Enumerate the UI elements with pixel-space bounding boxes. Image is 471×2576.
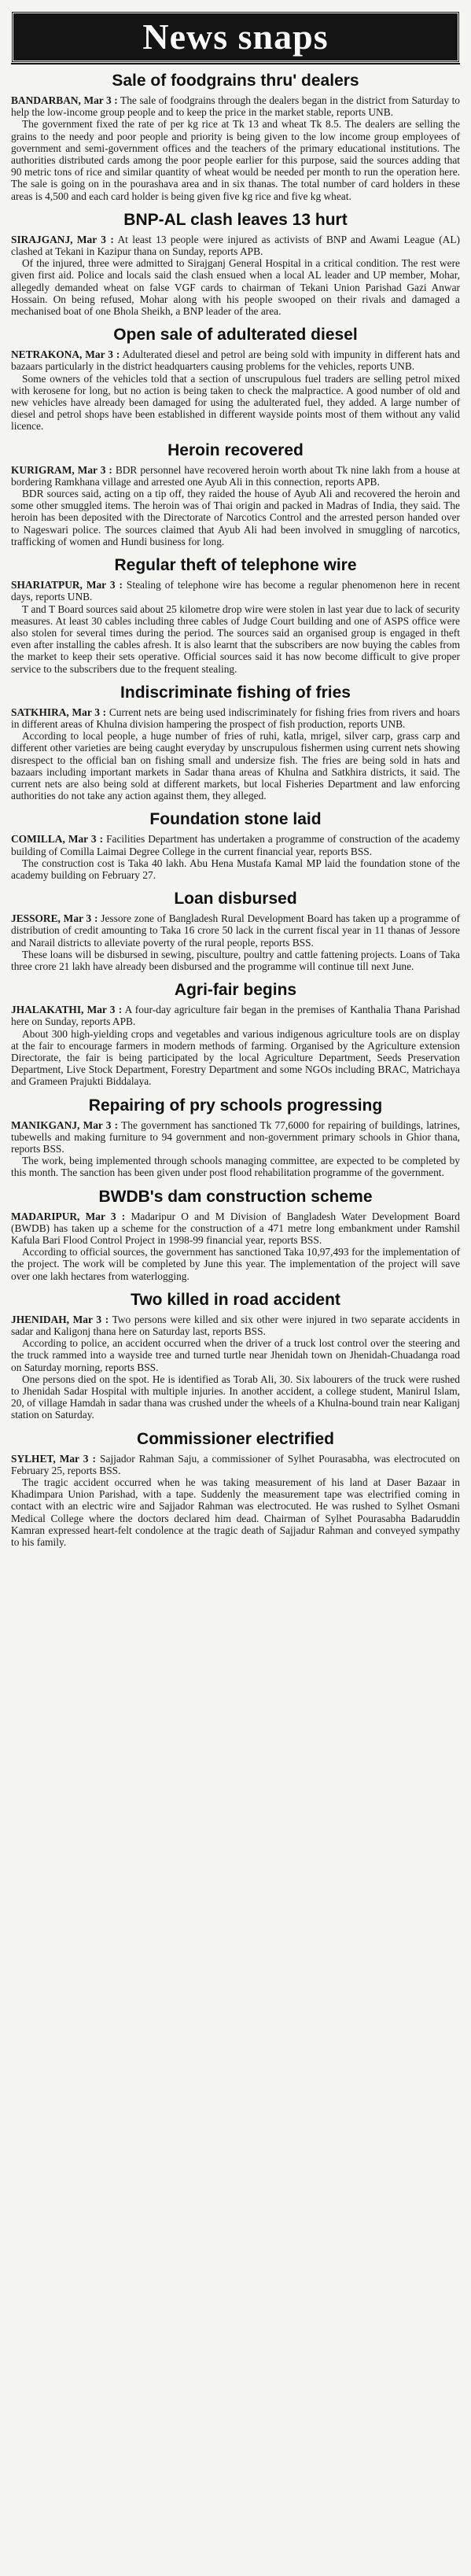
story-headline: BNP-AL clash leaves 13 hurt xyxy=(123,210,348,229)
story-paragraph xyxy=(11,257,460,317)
story-headline: Two killed in road accident xyxy=(131,1290,340,1309)
story-paragraph-text: The government fixed the rate of per kg rice at Tk 13 and wheat Tk 8.5. The dealers are selling the grains to the needy and poor people and priority is being given to the low income group employees of government and semi-government offices and the teachers of the primary educational institutions. The authorities distributed cards among the poor people earlier for this purpose, said the sources adding that 90 metric tons of rice and similar quantity of wheat would be needed per month to run the operation here. The sale is going on in the pourashava area and in six thanas. The total number of card holders in these areas is 4,500 and each card holder is being given five kg rice and five kg wheat. xyxy=(11,118,460,202)
story-headline: Sale of foodgrains thru' dealers xyxy=(112,72,359,90)
story-paragraph xyxy=(11,579,460,603)
story-paragraph-text: Of the injured, three were admitted to Sirajganj General Hospital in a critical condition. The rest were given first aid. Police and locals said the clash ensued when a local AL leader and UP member, Mohar, allegedly demanded wheat on false VGF cards to chairman of Tekani Union Parishad Gazi Anwar Hossain. On being refused, Mohar along with his people swooped on their rivals and damaged a mechanised boat of one Bhola Sheikh, a BNP leader of the area. xyxy=(11,257,460,318)
story-paragraph xyxy=(11,348,460,372)
story-paragraph xyxy=(11,488,460,547)
story-dateline: BANDARBAN, Mar 3 : xyxy=(11,94,118,106)
story-paragraph xyxy=(11,1453,460,1476)
story-paragraph-text: Jessore zone of Bangladesh Rural Development Board has taken up a programme of distribution of credit amounting to Taka 16 crore 50 lack in the current fiscal year in 11 thanas of Jessore and Narail districts to alleviate poverty of the rural people, reports BSS. xyxy=(11,912,460,949)
story-paragraph xyxy=(11,373,460,433)
masthead-banner: News snaps xyxy=(11,11,460,63)
news-story xyxy=(11,71,460,202)
story-paragraph xyxy=(11,1004,460,1027)
story-paragraph-text: T and T Board sources said about 25 kilometre drop wire were stolen in last year due to lack of security measures. At least 30 cables including three cables of Judge Court building and one of ASPS office were also stolen for several times during the period. The sources said an organised group is engaged in theft even after installing the cables afresh. It is also learnt that the subscribers are now buying the cables from the market to keep their sets operative. Official sources said it has now become difficult to give proper service to the subscribers due to the frequent stealing. xyxy=(11,603,460,675)
news-story xyxy=(11,809,460,881)
story-paragraph xyxy=(11,1314,460,1337)
story-paragraph-text: Some owners of the vehicles told that a section of unscrupulous fuel traders are selling petrol mixed with kerosene for long, but no action is being taken to check the malpractice. A good number of old and new vehicles have already been damaged for using the adulterated fuel, they added. A large number of diesel and petrol shops have been established in different wayside points most of them without any valid licence. xyxy=(11,372,460,433)
story-paragraph xyxy=(11,118,460,201)
news-story xyxy=(11,1187,460,1282)
story-dateline: SATKHIRA, Mar 3 : xyxy=(11,706,107,718)
story-headline: BWDB's dam construction scheme xyxy=(98,1187,373,1206)
news-story xyxy=(11,1290,460,1421)
story-paragraph xyxy=(11,464,460,488)
story-paragraph xyxy=(11,1337,460,1373)
story-paragraph-text: BDR sources said, acting on a tip off, they raided the house of Ayub Ali and recovered the heroin and some other smuggled items. The heroin was of Thai origin and packed in Madras of India, they said. The heroin has been deposited with the Directorate of Narcotics Control and the arrested person handed over to Nageswari police. The sources claimed that Ayub Ali had been involved in smuggling of narcotics, trafficking of women and Hundi business for long. xyxy=(11,488,460,547)
story-paragraph-text: The work, being implemented through schools managing committee, are expected to be completed by this month. The sanction has been given under post flood rehabilitation programme of the government. xyxy=(11,1155,460,1179)
story-paragraph-text: The sale of foodgrains through the dealers began in the district from Saturday to help the low-income group people and to keep the price in the market stable, reports UNB. xyxy=(11,94,460,119)
story-paragraph-text: The construction cost is Taka 40 lakh. Abu Hena Mustafa Kamal MP laid the foundation stone of the academy building on February 27. xyxy=(11,857,460,881)
story-dateline: SHARIATPUR, Mar 3 : xyxy=(11,579,123,591)
story-paragraph-text: According to local people, a huge number of fries of ruhi, katla, mrigel, silver carp, grass carp and different other varieties are being caught everyday by unscrupulous fishermen using current nets showing disrespect to the official ban on fishing small and undersize fish. The fries are being sold in hats and bazaars including important markets in Sadar thana areas of Khulna and Satkhira districts, it said. The current nets are also being sold at different markets, but local Fisheries Department and law enforcing authorities do not take any action against them, they alleged. xyxy=(11,730,460,802)
story-paragraph-text: About 300 high-yielding crops and vegetables and various indigenous agriculture tools are on display at the fair to encourage farmers in modern methods of farming. Organised by the Agriculture extension Directorate, the fair is being participated by the local Agriculture Department, Seeds Preservation Department, Live Stock Department, Forestry Department and some NGOs including BRAC, Matrichaya and Grameen Prajukti Biddalaya. xyxy=(11,1027,460,1088)
story-paragraph-text: Current nets are being used indiscriminately for fishing fries from rivers and hoars in different areas of Khulna division hampering the prospect of fish production, reports UNB. xyxy=(11,706,460,730)
story-dateline: MADARIPUR, Mar 3 : xyxy=(11,1210,126,1222)
story-paragraph xyxy=(11,1373,460,1421)
story-headline: Heroin recovered xyxy=(167,440,304,459)
news-story xyxy=(11,325,460,432)
story-paragraph xyxy=(11,857,460,881)
story-paragraph-text: According to official sources, the government has sanctioned Taka 10,97,493 for the implementation of the project. The work will be completed by June this year. The implementation of the project will save over one lakh hectares from waterlogging. xyxy=(11,1246,460,1282)
story-paragraph-text: Madaripur O and M Division of Bangladesh Water Development Board (BWDB) has taken up a scheme for the construction of a 471 metre long embankment under Ramshil Kafula Bari Flood Control Project in 1998-99 financial year, reports BSS. xyxy=(11,1210,460,1247)
story-paragraph xyxy=(11,833,460,857)
story-paragraph xyxy=(11,94,460,118)
story-paragraph xyxy=(11,1155,460,1178)
story-paragraph-text: At least 13 people were injured as activists of BNP and Awami League (AL) clashed at Tekani in Kazipur thana on Sunday, reports APB. xyxy=(11,233,460,258)
news-story xyxy=(11,440,460,547)
story-dateline: NETRAKONA, Mar 3 : xyxy=(11,348,120,361)
story-headline: Commissioner electrified xyxy=(137,1429,334,1448)
story-paragraph-text: Facilities Department has undertaken a programme of construction of the academy building of Comilla Laimai Degree College in the current financial year, reports BSS. xyxy=(11,833,460,857)
story-headline: Regular theft of telephone wire xyxy=(114,556,357,575)
news-story xyxy=(11,980,460,1087)
story-paragraph-text: Adulterated diesel and petrol are being sold with impunity in different hats and bazaars particularly in the district headquarters causing problems for the vehicles, reports UNB. xyxy=(11,348,460,373)
news-story xyxy=(11,889,460,972)
story-paragraph-text: According to police, an accident occurred when the driver of a truck lost control over the steering and the truck rammed into a wayside tree and turned turtle near Jhenidah town on Jhenidah-Chuadanga road on Saturday morning, reports BSS. xyxy=(11,1337,460,1373)
story-dateline: JESSORE, Mar 3 : xyxy=(11,912,98,925)
story-headline: Foundation stone laid xyxy=(149,810,322,829)
story-paragraph-text: Stealing of telephone wire has become a regular phenomenon here in recent days, reports UNB. xyxy=(11,579,460,603)
story-paragraph-text: These loans will be disbursed in sewing, pisculture, poultry and cattle fattening projects. Loans of Taka three crore 21 lakh have already been disbursed and the programme will continue till next June. xyxy=(11,948,460,972)
story-headline: Loan disbursed xyxy=(174,890,297,908)
story-paragraph-text: BDR personnel have recovered heroin worth about Tk nine lakh from a house at bordering Ramkhana village and arrested one Ayub Ali in this connection, reports APB. xyxy=(11,463,460,488)
story-paragraph xyxy=(11,1476,460,1548)
story-paragraph-text: Sajjador Rahman Saju, a commissioner of Sylhet Pourasabha, was electrocuted on February 25, reports BSS. xyxy=(11,1452,460,1476)
story-dateline: SYLHET, Mar 3 : xyxy=(11,1452,96,1465)
news-snaps-column xyxy=(11,11,460,2554)
story-headline: Agri-fair begins xyxy=(174,981,297,1000)
news-story xyxy=(11,555,460,675)
story-paragraph-text: A four-day agriculture fair began in the premises of Kanthalia Thana Parishad here on Sunday, reports APB. xyxy=(11,1004,460,1028)
stories-container xyxy=(11,71,460,1548)
story-paragraph xyxy=(11,603,460,675)
story-paragraph xyxy=(11,730,460,802)
story-paragraph xyxy=(11,1246,460,1282)
story-dateline: MANIKGANJ, Mar 3 : xyxy=(11,1118,119,1131)
story-paragraph xyxy=(11,912,460,949)
story-paragraph xyxy=(11,949,460,972)
story-headline: Indiscriminate fishing of fries xyxy=(120,683,351,702)
news-story xyxy=(11,683,460,802)
news-story xyxy=(11,1096,460,1179)
story-dateline: COMILLA, Mar 3 : xyxy=(11,833,104,846)
story-paragraph xyxy=(11,234,460,257)
story-paragraph-text: The tragic accident occurred when he was taking measurement of his land at Daser Bazaar in Khadimpara Union Parishad, with a tape. Suddenly the measurement tape was electrified coming in contact with an electric wire and Sajjador Rahman was electrocuted. He was rushed to Sylhet Osmani Medical College where the doctors declared him dead. Chairman of Sylhet Pourasabha Badaruddin Kamran expressed heart-felt condolence at the tragic death of Sajjadur Rahman and conveyed sympathy to his family. xyxy=(11,1476,460,1549)
story-headline: Open sale of adulterated diesel xyxy=(113,326,358,345)
story-dateline: JHALAKATHI, Mar 3 : xyxy=(11,1004,123,1016)
story-paragraph xyxy=(11,706,460,730)
story-paragraph xyxy=(11,1028,460,1088)
story-paragraph-text: The government has sanctioned Tk 77,6000 for repairing of buildings, latrines, tubewells and making furniture to 94 government and non-government primary schools in Ghior thana, reports BSS. xyxy=(11,1118,460,1155)
story-dateline: KURIGRAM, Mar 3 : xyxy=(11,463,112,476)
news-story xyxy=(11,1429,460,1549)
story-paragraph xyxy=(11,1119,460,1155)
news-story xyxy=(11,210,460,317)
story-paragraph-text: Two persons were killed and six other were injured in two separate accidents in sadar and Kaligonj thana here on Saturday last, reports BSS. xyxy=(11,1313,460,1338)
story-paragraph-text: One persons died on the spot. He is identified as Torab Ali, 30. Six labourers of the truck were rushed to Jhenidah Sadar Hospital with multiple injuries. In another accident, a college student, Manirul Islam, 20, of village Hamdah in sadar thana was crushed under the wheels of a Khulna-bound train near Kaliganj station on Saturday. xyxy=(11,1373,460,1421)
story-headline: Repairing of pry schools progressing xyxy=(88,1096,383,1115)
story-dateline: JHENIDAH, Mar 3 : xyxy=(11,1313,109,1325)
story-dateline: SIRAJGANJ, Mar 3 : xyxy=(11,233,114,245)
story-paragraph xyxy=(11,1211,460,1247)
